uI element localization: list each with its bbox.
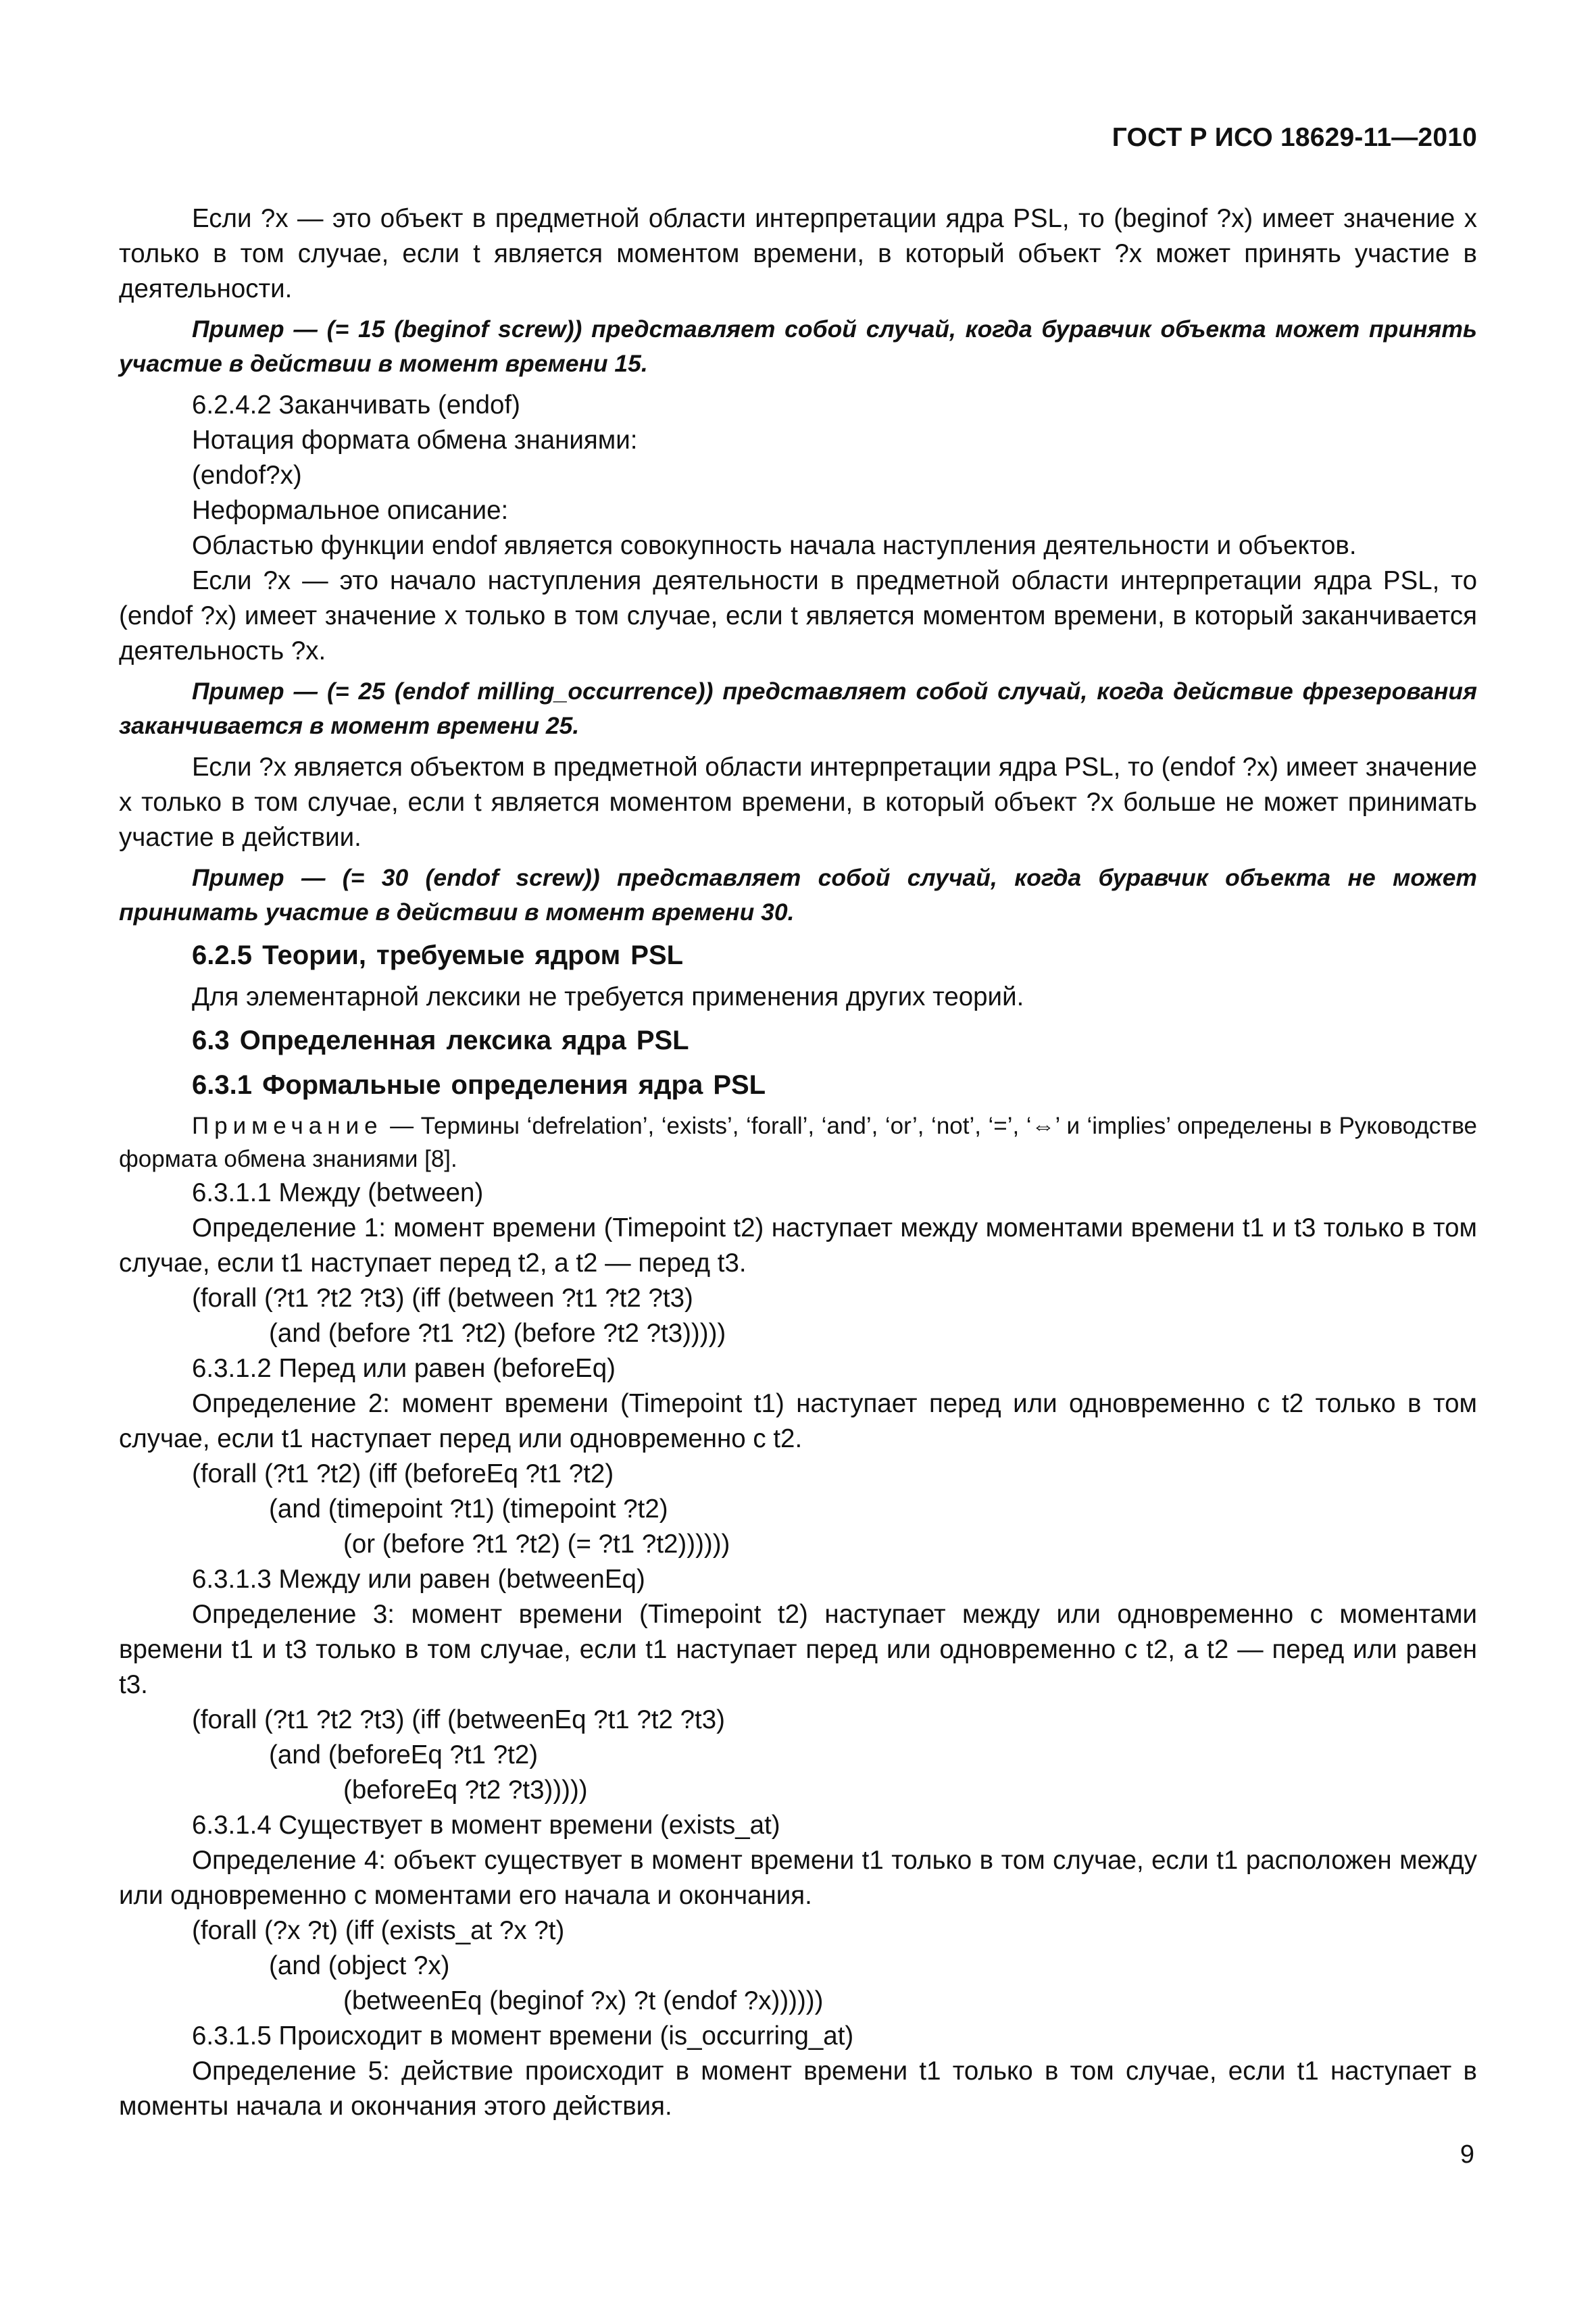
axiom-exists-at-line-3: (betweenEq (beginof ?x) ?t (endof ?x)))))) bbox=[343, 1986, 824, 2015]
section-6-3-1-3-title: 6.3.1.3 Между или равен (betweenEq) bbox=[192, 1565, 645, 1594]
paragraph-beginof-object: Если ?x — это объект в предметной области интерпретации ядра PSL, то (beginof ?x) имеет значение x только в том случае, если t является моментом времени, в который объект ?x может принять участие в деятельности. bbox=[119, 204, 1477, 303]
informal-description-text: Областью функции endof является совокупность начала наступления деятельности и объектов. bbox=[192, 531, 1357, 560]
axiom-exists-at-line-1: (forall (?x ?t) (iff (exists_at ?x ?t) bbox=[192, 1916, 565, 1945]
axiom-betweeneq-line-3: (beforeEq ?t2 ?t3))))) bbox=[343, 1776, 588, 1805]
example-beginof-screw: Пример — (= 15 (beginof screw)) представляет собой случай, когда буравчик объекта может принять участие в действии в момент времени 15. bbox=[119, 316, 1477, 377]
axiom-between-line-2: (and (before ?t1 ?t2) (before ?t2 ?t3))))) bbox=[269, 1319, 726, 1348]
example-endof-milling: Пример — (= 25 (endof milling_occurrence)) представляет собой случай, когда действие фрезерования заканчивается в момент времени 25. bbox=[119, 678, 1477, 739]
page-number: 9 bbox=[1460, 2140, 1474, 2169]
document-header: ГОСТ Р ИСО 18629-11—2010 bbox=[1112, 123, 1477, 152]
section-6-3-1-5-title: 6.3.1.5 Происходит в момент времени (is_occurring_at) bbox=[192, 2021, 854, 2051]
notation-expression: (endof?x) bbox=[192, 461, 302, 490]
axiom-betweeneq-line-2: (and (beforeEq ?t1 ?t2) bbox=[269, 1740, 539, 1769]
axiom-beforeeq-line-1: (forall (?t1 ?t2) (iff (beforeEq ?t1 ?t2) bbox=[192, 1459, 614, 1488]
definition-3: Определение 3: момент времени (Timepoint t2) наступает между или одновременно с моментами времени t1 и t3 только в том случае, если t1 наступает перед или одновременно с t2, а t2 — перед или равен t3. bbox=[119, 1600, 1477, 1699]
definition-2: Определение 2: момент времени (Timepoint t1) наступает перед или одновременно с t2 только в том случае, если t1 наступает перед или одновременно с t2. bbox=[119, 1389, 1477, 1453]
section-6-3-1-4-title: 6.3.1.4 Существует в момент времени (exists_at) bbox=[192, 1811, 780, 1840]
note-text: — Термины ‘defrelation’, ‘exists’, ‘forall’, ‘and’, ‘or’, ‘not’, ‘=’, ‘⇔’ и ‘implies’ определены в Руководстве формата обмена знаниями [8]. bbox=[119, 1113, 1477, 1172]
definition-1: Определение 1: момент времени (Timepoint t2) наступает между моментами времени t1 и t3 только в том случае, если t1 наступает перед t2, а t2 — перед t3. bbox=[119, 1213, 1477, 1278]
paragraph-endof-object: Если ?x является объектом в предметной области интерпретации ядра PSL, то (endof ?x) имеет значение x только в том случае, если t является моментом времени, в который объект ?x больше не может принимать участие в действии. bbox=[119, 753, 1477, 852]
section-6-2-4-2-title: 6.2.4.2 Заканчивать (endof) bbox=[192, 391, 520, 420]
informal-description-label: Неформальное описание: bbox=[192, 496, 509, 525]
paragraph-endof-activity: Если ?x — это начало наступления деятельности в предметной области интерпретации ядра PSL, то (endof ?x) имеет значение x только в том случае, если t является моментом времени, в который заканчивается деятельность ?x. bbox=[119, 566, 1477, 665]
section-6-2-5-heading: 6.2.5 Теории, требуемые ядром PSL bbox=[192, 940, 684, 970]
note-lead: Примечание bbox=[192, 1113, 383, 1139]
section-6-3-1-1-title: 6.3.1.1 Между (between) bbox=[192, 1178, 484, 1207]
axiom-betweeneq-line-1: (forall (?t1 ?t2 ?t3) (iff (betweenEq ?t1 ?t2 ?t3) bbox=[192, 1705, 725, 1734]
axiom-beforeeq-line-2: (and (timepoint ?t1) (timepoint ?t2) bbox=[269, 1494, 668, 1524]
paragraph-no-theories: Для элементарной лексики не требуется применения других теорий. bbox=[192, 982, 1024, 1011]
section-6-3-heading: 6.3 Определенная лексика ядра PSL bbox=[192, 1026, 689, 1055]
page-content bbox=[119, 201, 1477, 2124]
axiom-between-line-1: (forall (?t1 ?t2 ?t3) (iff (between ?t1 ?t2 ?t3) bbox=[192, 1284, 693, 1313]
axiom-beforeeq-line-3: (or (before ?t1 ?t2) (= ?t1 ?t2)))))) bbox=[343, 1530, 730, 1559]
example-endof-screw: Пример — (= 30 (endof screw)) представляет собой случай, когда буравчик объекта не может принимать участие в действии в момент времени 30. bbox=[119, 864, 1477, 926]
axiom-exists-at-line-2: (and (object ?x) bbox=[269, 1951, 450, 1980]
definition-5: Определение 5: действие происходит в момент времени t1 только в том случае, если t1 наступает в моменты начала и окончания этого действия. bbox=[119, 2057, 1477, 2121]
section-6-3-1-2-title: 6.3.1.2 Перед или равен (beforeEq) bbox=[192, 1354, 616, 1383]
notation-label: Нотация формата обмена знаниями: bbox=[192, 426, 638, 455]
note-paragraph bbox=[119, 1109, 1477, 1176]
section-6-3-1-heading: 6.3.1 Формальные определения ядра PSL bbox=[192, 1070, 766, 1100]
definition-4: Определение 4: объект существует в момент времени t1 только в том случае, если t1 расположен между или одновременно с моментами его начала и окончания. bbox=[119, 1846, 1477, 1910]
